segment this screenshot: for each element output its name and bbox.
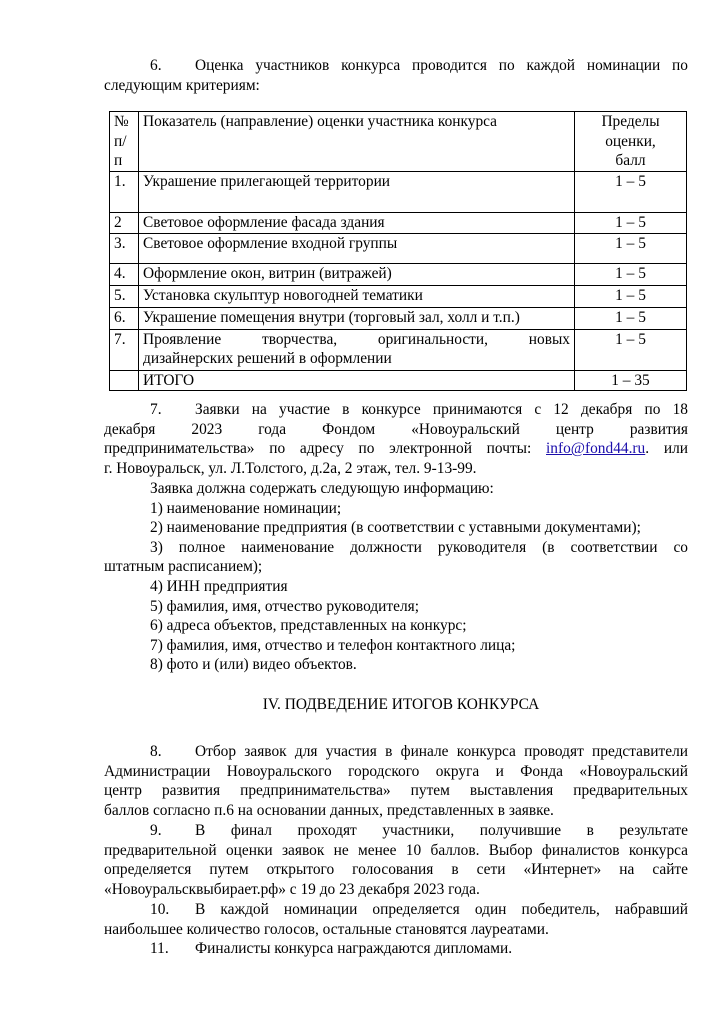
paragraph-text: центр развития предпринимательства» путем выставления предварительных [104, 782, 688, 800]
cell-number: 4. [110, 263, 139, 285]
paragraph-7 [104, 400, 688, 478]
cell-score: 1 – 5 [575, 263, 687, 285]
list-item: 4) ИНН предприятия [150, 577, 288, 595]
cell-number: 5. [110, 285, 139, 307]
paragraph-text: В каждой номинации определяется один победитель, набравший [195, 901, 688, 918]
cell-score: 1 – 5 [575, 233, 687, 263]
cell-score: 1 – 5 [575, 329, 687, 370]
paragraph-8 [104, 742, 688, 820]
cell-indicator: Световое оформление фасада здания [139, 212, 575, 233]
table-header-row [110, 112, 687, 172]
list-item: 1) наименование номинации; [150, 499, 342, 517]
paragraph-number: 7. [150, 401, 162, 418]
list-item: 5) фамилия, имя, отчество руководителя; [150, 597, 419, 615]
paragraph-text: Отбор заявок для участия в финале конкурса проводят представители [195, 743, 688, 760]
table-row [110, 263, 687, 285]
criteria-table [109, 111, 687, 391]
table-total-row [110, 370, 687, 391]
paragraph-text: наибольшее количество голосов, остальные становятся лауреатами. [104, 920, 549, 938]
paragraph-text: Администрации Новоуральского городского округа и Фонда «Новоуральский [104, 762, 688, 780]
paragraph-text: Оценка участников конкурса проводится по каждой номинации по [195, 57, 688, 74]
paragraph-text: В финал проходят участники, получившие в результате [195, 822, 688, 839]
cell-indicator: Проявление творчества, оригинальности, новых дизайнерских решений в оформлении [139, 329, 575, 370]
paragraph-text: следующим критериям: [104, 76, 260, 94]
paragraph-text: предпринимательства» по адресу по электронной почты: [104, 440, 532, 458]
paragraph-text: декабря 2023 года Фондом «Новоуральский центр развития [104, 420, 688, 438]
cell-total-score: 1 – 35 [575, 370, 687, 391]
list-item: 7) фамилия, имя, отчество и телефон контактного лица; [150, 636, 516, 654]
paragraph-text: определяется путем открытого голосования в сети «Интернет» на сайте [104, 861, 688, 879]
cell-number: 1. [110, 171, 139, 212]
cell-score: 1 – 5 [575, 307, 687, 329]
application-requirements [104, 479, 688, 675]
cell-indicator: Световое оформление входной группы [139, 233, 575, 263]
paragraph-text: . или [645, 440, 688, 458]
paragraph-6 [104, 56, 688, 95]
paragraph-number: 11. [150, 940, 169, 957]
header-cell-score: Пределы оценки, балл [575, 112, 687, 172]
paragraph-9 [104, 821, 688, 899]
list-item: 8) фото и (или) видео объектов. [150, 656, 357, 674]
paragraph-number: 6. [150, 57, 162, 74]
table-row [110, 212, 687, 233]
cell-number: 7. [110, 329, 139, 370]
cell-indicator: Установка скульптур новогодней тематики [139, 285, 575, 307]
cell-number: 6. [110, 307, 139, 329]
cell-indicator: Украшение помещения внутри (торговый зал, холл и т.п.) [139, 307, 575, 329]
paragraph-text: Заявки на участие в конкурсе принимаются с 12 декабря по 18 [195, 401, 688, 418]
cell-score: 1 – 5 [575, 285, 687, 307]
paragraph-number: 10. [150, 901, 170, 918]
list-item: 6) адреса объектов, представленных на конкурс; [150, 617, 467, 635]
cell-total-label: ИТОГО [139, 370, 575, 391]
cell-score: 1 – 5 [575, 171, 687, 212]
paragraph-text: г. Новоуральск, ул. Л.Толстого, д.2а, 2 этаж, тел. 9-13-99. [104, 459, 477, 477]
table-row [110, 233, 687, 263]
header-cell-number: № п/п [110, 112, 139, 172]
table-row [110, 171, 687, 212]
header-cell-indicator: Показатель (направление) оценки участника конкурса [139, 112, 575, 172]
paragraph-text: баллов согласно п.6 на основании данных, представленных в заявке. [104, 801, 554, 819]
cell-indicator: Оформление окон, витрин (витражей) [139, 263, 575, 285]
paragraph-text: предварительной оценки заявок не менее 10 баллов. Выбор финалистов конкурса [104, 841, 688, 859]
paragraph-text: «Новоуральсквыбирает.рф» с 19 до 23 декабря 2023 года. [104, 880, 480, 898]
table-row [110, 329, 687, 370]
table-row [110, 285, 687, 307]
paragraph-number: 9. [150, 822, 162, 839]
cell-number: 2 [110, 212, 139, 233]
list-item: штатным расписанием); [104, 558, 263, 576]
paragraph-10 [104, 900, 688, 939]
email-link[interactable]: info@fond44.ru [546, 440, 646, 458]
paragraph-number: 8. [150, 743, 162, 760]
table-row [110, 307, 687, 329]
list-intro: Заявка должна содержать следующую информацию: [150, 480, 494, 497]
list-item: 2) наименование предприятия (в соответствии с уставными документами); [150, 519, 641, 537]
paragraph-text: Финалисты конкурса награждаются дипломами. [195, 940, 513, 957]
list-item: 3) полное наименование должности руководителя (в соответствии со [150, 538, 688, 556]
cell-score: 1 – 5 [575, 212, 687, 233]
cell-indicator: Украшение прилегающей территории [139, 171, 575, 212]
cell-number: 3. [110, 233, 139, 263]
cell-number [110, 370, 139, 391]
section-heading: IV. ПОДВЕДЕНИЕ ИТОГОВ КОНКУРСА [262, 696, 540, 713]
paragraph-11 [104, 939, 688, 959]
